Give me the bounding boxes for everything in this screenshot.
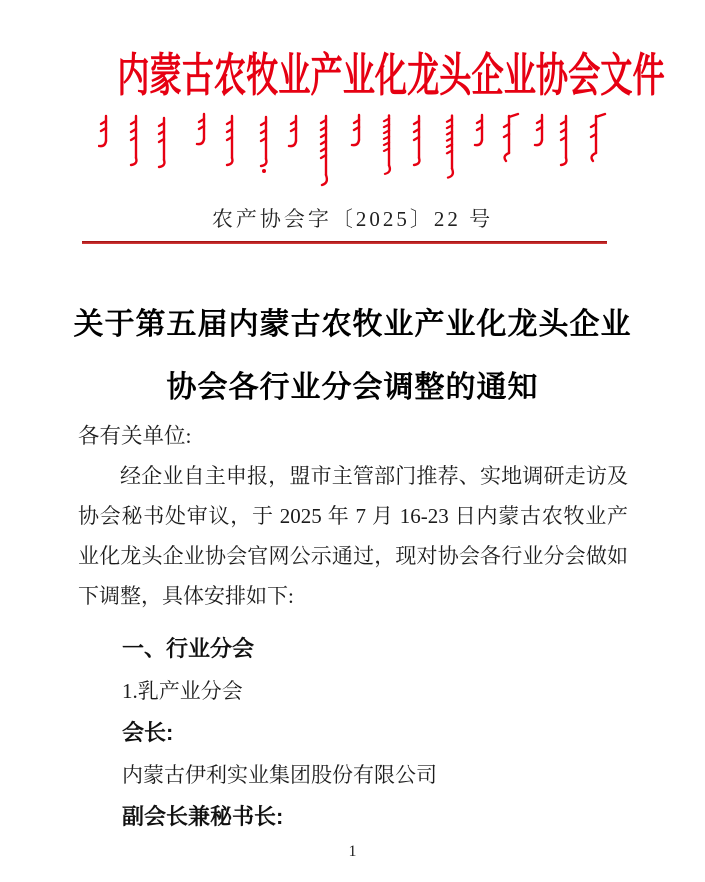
notice-title <box>0 293 705 419</box>
salutation: 各有关单位: <box>78 424 192 448</box>
mongolian-script <box>98 111 608 189</box>
org-title: 内蒙古农牧业产业化龙头企业协会文件 <box>117 50 665 101</box>
letterhead <box>0 48 705 104</box>
paragraph-line: 业化龙头企业协会官网公示通过，现对协会各行业分会做如 <box>78 544 628 568</box>
paragraph-line: 协会秘书处审议，于 2025 年 7 月 16-23 日内蒙古农牧业产 <box>78 504 628 528</box>
role-label-chairman: 会长: <box>122 720 174 745</box>
notice-title-line1: 关于第五届内蒙古农牧业产业化龙头企业 <box>73 308 632 341</box>
red-divider-rule <box>82 241 607 244</box>
paragraph-line: 经企业自主申报，盟市主管部门推荐、实地调研走访及 <box>120 464 628 488</box>
section-heading: 一、行业分会 <box>122 636 255 661</box>
role-label-vice-chairman: 副会长兼秘书长: <box>122 804 284 829</box>
paragraph-line: 下调整，具体安排如下: <box>78 584 294 608</box>
notice-title-line2: 协会各行业分会调整的通知 <box>166 371 539 404</box>
notice-body <box>78 416 628 838</box>
item-heading: 1.乳产业分会 <box>122 679 243 703</box>
member-company: 内蒙古伊利实业集团股份有限公司 <box>122 763 437 787</box>
doc-number: 农产协会字〔2025〕22 号 <box>211 207 494 231</box>
page-number: 1 <box>348 843 357 860</box>
